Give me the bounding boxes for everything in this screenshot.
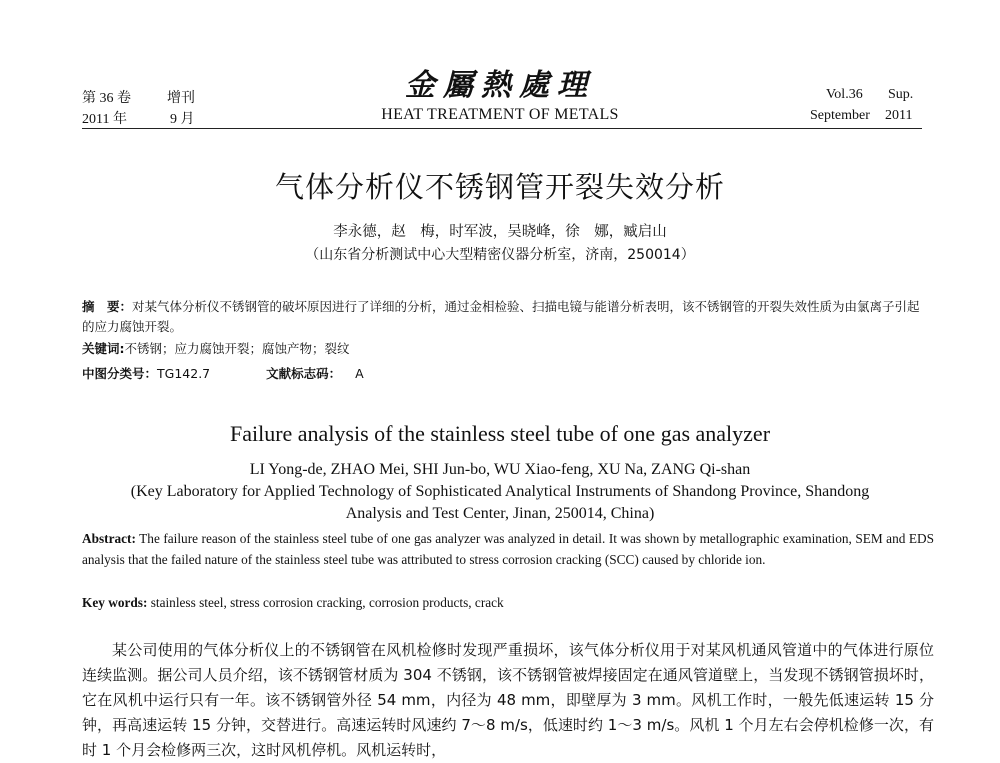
year-en: 2011 <box>885 108 913 123</box>
abstract-cn-text: 对某气体分析仪不锈钢管的破坏原因进行了详细的分析，通过金相检验、扫描电镜与能谱分析表明，该不锈钢管的开裂失效性质为由氯离子引起的应力腐蚀开裂。 <box>82 299 920 334</box>
month-en: September <box>810 108 870 123</box>
abstract-en <box>82 528 934 570</box>
abstract-en-label: Abstract: <box>82 531 136 546</box>
paper-title-en: Failure analysis of the stainless steel tube of one gas analyzer <box>229 421 771 446</box>
doc-label: 文献标志码： <box>266 366 342 381</box>
vol-en: Vol.36 <box>826 87 863 102</box>
keywords-en-label: Key words: <box>82 595 148 610</box>
issue-label: 增刊 <box>167 91 195 106</box>
keywords-en <box>82 592 934 613</box>
authors-cn: 李永德，赵 梅，时军波，吴晓峰，徐 娜，臧启山 <box>333 224 667 240</box>
keywords-cn-label: 关键词: <box>82 341 125 356</box>
journal-name-en: HEAT TREATMENT OF METALS <box>381 106 619 123</box>
authors-en: LI Yong-de, ZHAO Mei, SHI Jun-bo, WU Xiao-feng, XU Na, ZANG Qi-shan <box>249 461 751 478</box>
abstract-en-text: The failure reason of the stainless steel tube of one gas analyzer was analyzed in detail. It was shown by metallographic examination, SEM and EDS analysis that the failed nature of the stainless steel tube was attributed to stress corrosion cracking (SCC) caused by chloride ion. <box>82 531 934 567</box>
affiliation-en-line2: Analysis and Test Center, Jinan, 250014, China) <box>345 505 655 522</box>
body-paragraph: 某公司使用的气体分析仪上的不锈钢管在风机检修时发现严重损坏，该气体分析仪用于对某风机通风管道中的气体进行原位连续监测。据公司人员介绍，该不锈钢管材质为 304 不锈钢，该不锈钢管被焊接固定在通风管道壁上，当发现不锈钢管损坏时，它在风机中运行只有一年。该不锈钢管外径 54 mm，内径为 48 mm，即壁厚为 3 mm。风机工作时，一般先低速运转 15 分钟，再高速运转 15 分钟，交替进行。高速运转时风速约 7～8 m/s，低速时约 1～3 m/s。风机 1 个月左右会停机检修一次，有时 1 个月会检修两三次，这时风机停机。风机运转时， <box>82 641 934 759</box>
keywords-cn <box>82 339 932 359</box>
affiliation-en-line1: (Key Laboratory for Applied Technology of Sophisticated Analytical Instruments of Shandong Province, Shandong <box>130 483 870 500</box>
class-value: TG142.7 <box>157 366 211 381</box>
class-label: 中图分类号： <box>82 366 158 381</box>
year-label: 2011 年 <box>82 112 127 127</box>
classification-cn <box>82 364 932 384</box>
keywords-cn-text: 不锈钢；应力腐蚀开裂；腐蚀产物；裂纹 <box>124 341 350 356</box>
sup-en: Sup. <box>888 87 914 102</box>
abstract-cn-label: 摘 要： <box>82 299 133 314</box>
volume-label: 第 36 卷 <box>82 91 131 106</box>
journal-logo: 金屬熱處理 <box>405 68 595 103</box>
month-label: 9 月 <box>170 112 195 127</box>
keywords-en-text: stainless steel, stress corrosion cracking, corrosion products, crack <box>150 595 504 610</box>
header-rule <box>82 128 922 129</box>
paper-title-cn: 气体分析仪不锈钢管开裂失效分析 <box>274 170 725 204</box>
affiliation-cn: （山东省分析测试中心大型精密仪器分析室，济南，250014） <box>305 247 695 263</box>
abstract-cn <box>82 297 932 337</box>
doc-value: A <box>355 366 364 381</box>
